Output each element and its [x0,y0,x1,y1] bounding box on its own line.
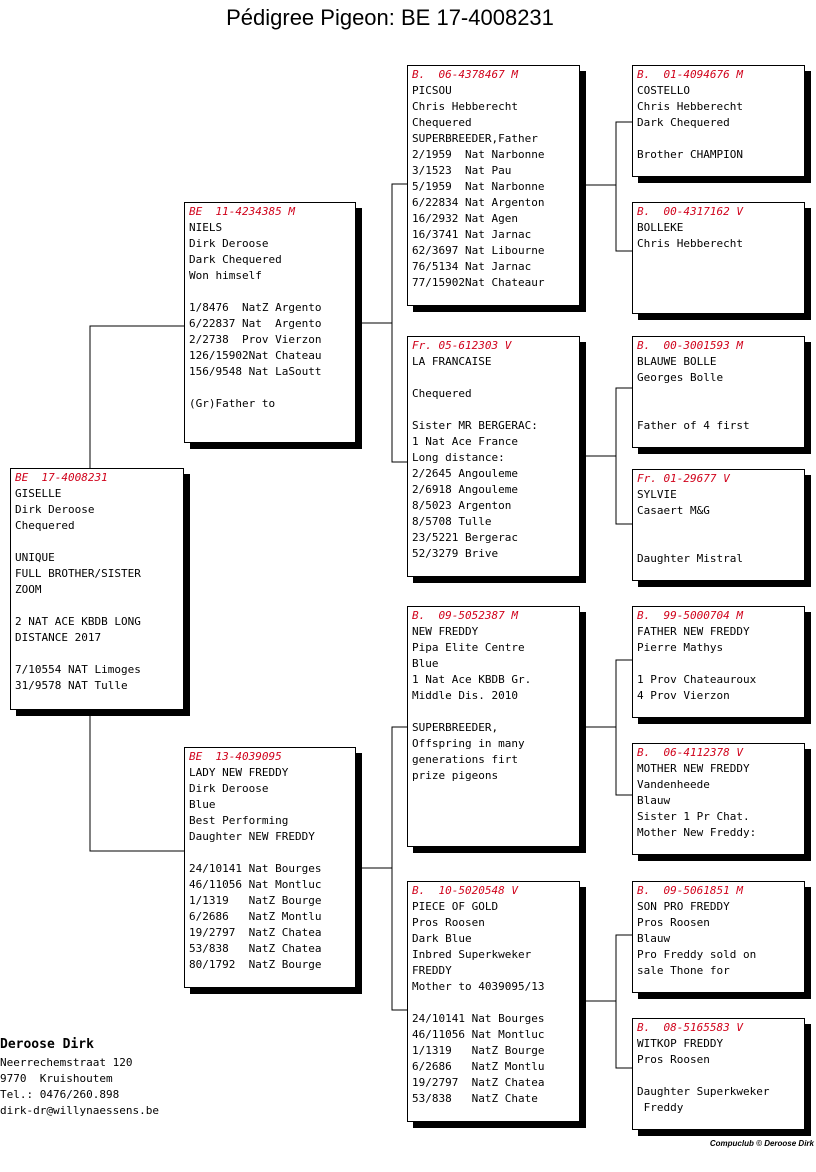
pigeon-info-line [15,534,179,550]
pigeon-info-line: PICSOU [412,84,452,97]
pigeon-info-line [15,598,179,614]
pigeon-card-dd-sire[interactable] [632,881,805,993]
pigeon-card-ss-sire[interactable] [632,65,805,177]
pigeon-info-line: SON PRO FREDDY [637,900,730,913]
pigeon-info-line: FULL BROTHER/SISTER [15,567,141,580]
pigeon-card-ds-dam[interactable] [632,743,805,855]
pigeon-info-line: GISELLE [15,487,62,500]
pigeon-info-line: WITKOP FREDDY [637,1037,724,1050]
pigeon-info-line: Chris Hebberecht [412,100,518,113]
pigeon-info-line: Inbred Superkweker [412,948,532,961]
pigeon-info-line: Dirk Deroose [15,503,95,516]
pigeon-info-line: 19/2797 NatZ Chatea [189,926,322,939]
ring-number: B. 09-5052387 M [412,609,518,622]
pigeon-info-line: 24/10141 Nat Bourges [189,862,322,875]
pigeon-info-line: 8/5023 Argenton [412,499,512,512]
pigeon-info-line: Pierre Mathys [637,641,724,654]
pigeon-info-line: Dark Chequered [637,116,730,129]
pigeon-info-line: 6/22834 Nat Argenton [412,196,545,209]
owner-info [0,1035,159,1119]
pigeon-info-line: Brother CHAMPION [637,148,743,161]
pigeon-info-line: 52/3279 Brive [412,547,499,560]
ring-number: B. 01-4094676 M [637,68,743,81]
pigeon-info-line: PIECE OF GOLD [412,900,499,913]
ring-number: Fr. 01-29677 V [637,472,730,485]
pigeon-info-line: 2/2645 Angouleme [412,467,518,480]
pigeon-card-sire[interactable] [184,202,356,443]
pigeon-info-line: ZOOM [15,583,42,596]
pigeon-info-line: Offspring in many [412,737,525,750]
pigeon-info-line: BOLLEKE [637,221,684,234]
pigeon-card-dam[interactable] [184,747,356,988]
owner-address: Neerrechemstraat 120 [0,1056,133,1069]
pigeon-info-line: 23/5221 Bergerac [412,531,518,544]
pigeon-info-line: BLAUWE BOLLE [637,355,717,368]
pigeon-info-line: 1 Nat Ace KBDB Gr. [412,673,532,686]
pigeon-info-line [637,386,800,402]
pigeon-info-line: 2/2738 Prov Vierzon [189,333,322,346]
pigeon-info-line: 24/10141 Nat Bourges [412,1012,545,1025]
ring-number: B. 99-5000704 M [637,609,743,622]
pigeon-info-line: 6/2686 NatZ Montlu [189,910,322,923]
pigeon-info-line: generations firt [412,753,518,766]
pigeon-card-dam-dam[interactable] [407,881,580,1122]
pigeon-info-line: Dark Blue [412,932,472,945]
pigeon-info-line [15,646,179,662]
pigeon-info-line: 53/838 NatZ Chatea [189,942,322,955]
pigeon-info-line: Dirk Deroose [189,782,269,795]
pigeon-card-subject[interactable] [10,468,184,710]
pigeon-info-line: 19/2797 NatZ Chatea [412,1076,545,1089]
pigeon-info-line: prize pigeons [412,769,499,782]
pigeon-info-line: 2/1959 Nat Narbonne [412,148,545,161]
pigeon-info-line: COSTELLO [637,84,690,97]
pigeon-info-line: Pro Freddy sold on [637,948,757,961]
pigeon-card-ss-dam[interactable] [632,202,805,314]
pigeon-info-line [637,402,800,418]
pigeon-info-line: Casaert M&G [637,504,710,517]
ring-number: B. 10-5020548 V [412,884,518,897]
pigeon-info-line: 126/15902Nat Chateau [189,349,322,362]
pigeon-info-line [412,402,575,418]
pigeon-info-line: Chris Hebberecht [637,100,743,113]
pigeon-info-line: NEW FREDDY [412,625,479,638]
pigeon-info-line: Freddy [637,1101,684,1114]
pigeon-info-line [189,380,351,396]
owner-phone: Tel.: 0476/260.898 [0,1088,120,1101]
owner-email: dirk-dr@willynaessens.be [0,1104,159,1117]
ring-number: B. 06-4112378 V [637,746,743,759]
ring-number: B. 09-5061851 M [637,884,743,897]
pigeon-info-line: 46/11056 Nat Montluc [189,878,322,891]
pigeon-info-line: Mother New Freddy: [637,826,757,839]
pigeon-info-line: LADY NEW FREDDY [189,766,289,779]
pigeon-info-line: (Gr)Father to [189,397,276,410]
pigeon-info-line: SYLVIE [637,488,677,501]
pigeon-card-dd-dam[interactable] [632,1018,805,1130]
pigeon-info-line: Best Performing [189,814,289,827]
pigeon-info-line: Sister 1 Pr Chat. [637,810,750,823]
pigeon-info-line: Chris Hebberecht [637,237,743,250]
pigeon-card-dam-sire[interactable] [407,606,580,847]
owner-name: Deroose Dirk [0,1037,94,1052]
pigeon-card-ds-sire[interactable] [632,606,805,718]
pigeon-info-line: Dirk Deroose [189,237,269,250]
pigeon-info-line: Daughter Superkweker [637,1085,770,1098]
pigeon-info-line: Daughter Mistral [637,552,743,565]
pigeon-info-line: 6/22837 Nat Argento [189,317,322,330]
pigeon-info-line [637,656,800,672]
pigeon-info-line [637,535,800,551]
pigeon-info-line: Blauw [637,932,671,945]
pigeon-info-line: LA FRANCAISE [412,355,492,368]
pigeon-info-line: Father of 4 first [637,419,750,432]
pigeon-info-line [189,284,351,300]
pigeon-info-line: 156/9548 Nat LaSoutt [189,365,322,378]
page-title: Pédigree Pigeon: BE 17-4008231 [226,5,554,30]
pigeon-info-line: SUPERBREEDER, [412,721,499,734]
pigeon-info-line: 16/3741 Nat Jarnac [412,228,532,241]
pigeon-info-line: Dark Chequered [189,253,282,266]
ring-number: B. 06-4378467 M [412,68,518,81]
pigeon-card-sire-dam[interactable] [407,336,580,577]
pigeon-info-line: 62/3697 Nat Libourne [412,244,545,257]
pigeon-info-line: Blue [189,798,216,811]
pigeon-info-line: MOTHER NEW FREDDY [637,762,750,775]
pigeon-info-line: 77/15902Nat Chateaur [412,276,545,289]
pigeon-info-line: Georges Bolle [637,371,724,384]
pigeon-info-line: SUPERBREEDER,Father [412,132,538,145]
pigeon-info-line [412,370,575,386]
pigeon-info-line: 5/1959 Nat Narbonne [412,180,545,193]
pigeon-info-line: Pros Roosen [637,1053,710,1066]
ring-number: B. 00-3001593 M [637,339,743,352]
pigeon-info-line: Long distance: [412,451,505,464]
pigeon-info-line [637,519,800,535]
pigeon-info-line: 46/11056 Nat Montluc [412,1028,545,1041]
pigeon-info-line: Won himself [189,269,262,282]
pigeon-info-line: 1/1319 NatZ Bourge [412,1044,545,1057]
pigeon-info-line [189,845,351,861]
pigeon-info-line: 3/1523 Nat Pau [412,164,512,177]
pigeon-info-line [637,131,800,147]
pigeon-info-line: 2/6918 Angouleme [412,483,518,496]
pigeon-card-sire-sire[interactable] [407,65,580,306]
pigeon-info-line: Chequered [15,519,75,532]
pigeon-info-line: 16/2932 Nat Agen [412,212,518,225]
pigeon-info-line: 31/9578 NAT Tulle [15,679,128,692]
ring-number: B. 08-5165583 V [637,1021,743,1034]
footer-credit: Compuclub © Deroose Dirk [709,1139,814,1148]
pigeon-info-line: Pros Roosen [637,916,710,929]
pigeon-info-line: Mother to 4039095/13 [412,980,545,993]
pigeon-info-line: 2 NAT ACE KBDB LONG [15,615,141,628]
pigeon-info-line: 53/838 NatZ Chate [412,1092,538,1105]
pigeon-info-line: 1/1319 NatZ Bourge [189,894,322,907]
pigeon-info-line: 76/5134 Nat Jarnac [412,260,532,273]
pigeon-info-line: Chequered [412,387,472,400]
owner-city: 9770 Kruishoutem [0,1072,113,1085]
pigeon-info-line: Blauw [637,794,671,807]
pigeon-info-line: Pros Roosen [412,916,485,929]
ring-number: BE 13-4039095 [189,750,282,763]
pigeon-info-line: 4 Prov Vierzon [637,689,730,702]
pigeon-info-line: 1/8476 NatZ Argento [189,301,322,314]
pigeon-card-sd-sire[interactable] [632,336,805,448]
pigeon-info-line: NIELS [189,221,223,234]
pigeon-info-line: sale Thone for [637,964,730,977]
pigeon-info-line: 1 Prov Chateauroux [637,673,757,686]
pigeon-info-line: FATHER NEW FREDDY [637,625,750,638]
pigeon-info-line: FREDDY [412,964,452,977]
pigeon-info-line [412,995,575,1011]
pigeon-info-line: Pipa Elite Centre [412,641,525,654]
pigeon-info-line: DISTANCE 2017 [15,631,102,644]
pigeon-info-line [637,1068,800,1084]
pigeon-info-line [412,704,575,720]
pigeon-info-line: 7/10554 NAT Limoges [15,663,141,676]
pigeon-info-line: Sister MR BERGERAC: [412,419,538,432]
pigeon-info-line: Vandenheede [637,778,710,791]
pigeon-info-line: 6/2686 NatZ Montlu [412,1060,545,1073]
pigeon-info-line: 80/1792 NatZ Bourge [189,958,322,971]
pigeon-info-line: Chequered [412,116,472,129]
ring-number: BE 17-4008231 [15,471,108,484]
pigeon-info-line: UNIQUE [15,551,55,564]
pigeon-card-sd-dam[interactable] [632,469,805,581]
ring-number: B. 00-4317162 V [637,205,743,218]
pigeon-info-line: 1 Nat Ace France [412,435,518,448]
ring-number: Fr. 05-612303 V [412,339,512,352]
pigeon-info-line: Middle Dis. 2010 [412,689,518,702]
pigeon-info-line: Daughter NEW FREDDY [189,830,315,843]
pigeon-info-line: 8/5708 Tulle [412,515,492,528]
pigeon-info-line: Blue [412,657,439,670]
ring-number: BE 11-4234385 M [189,205,295,218]
